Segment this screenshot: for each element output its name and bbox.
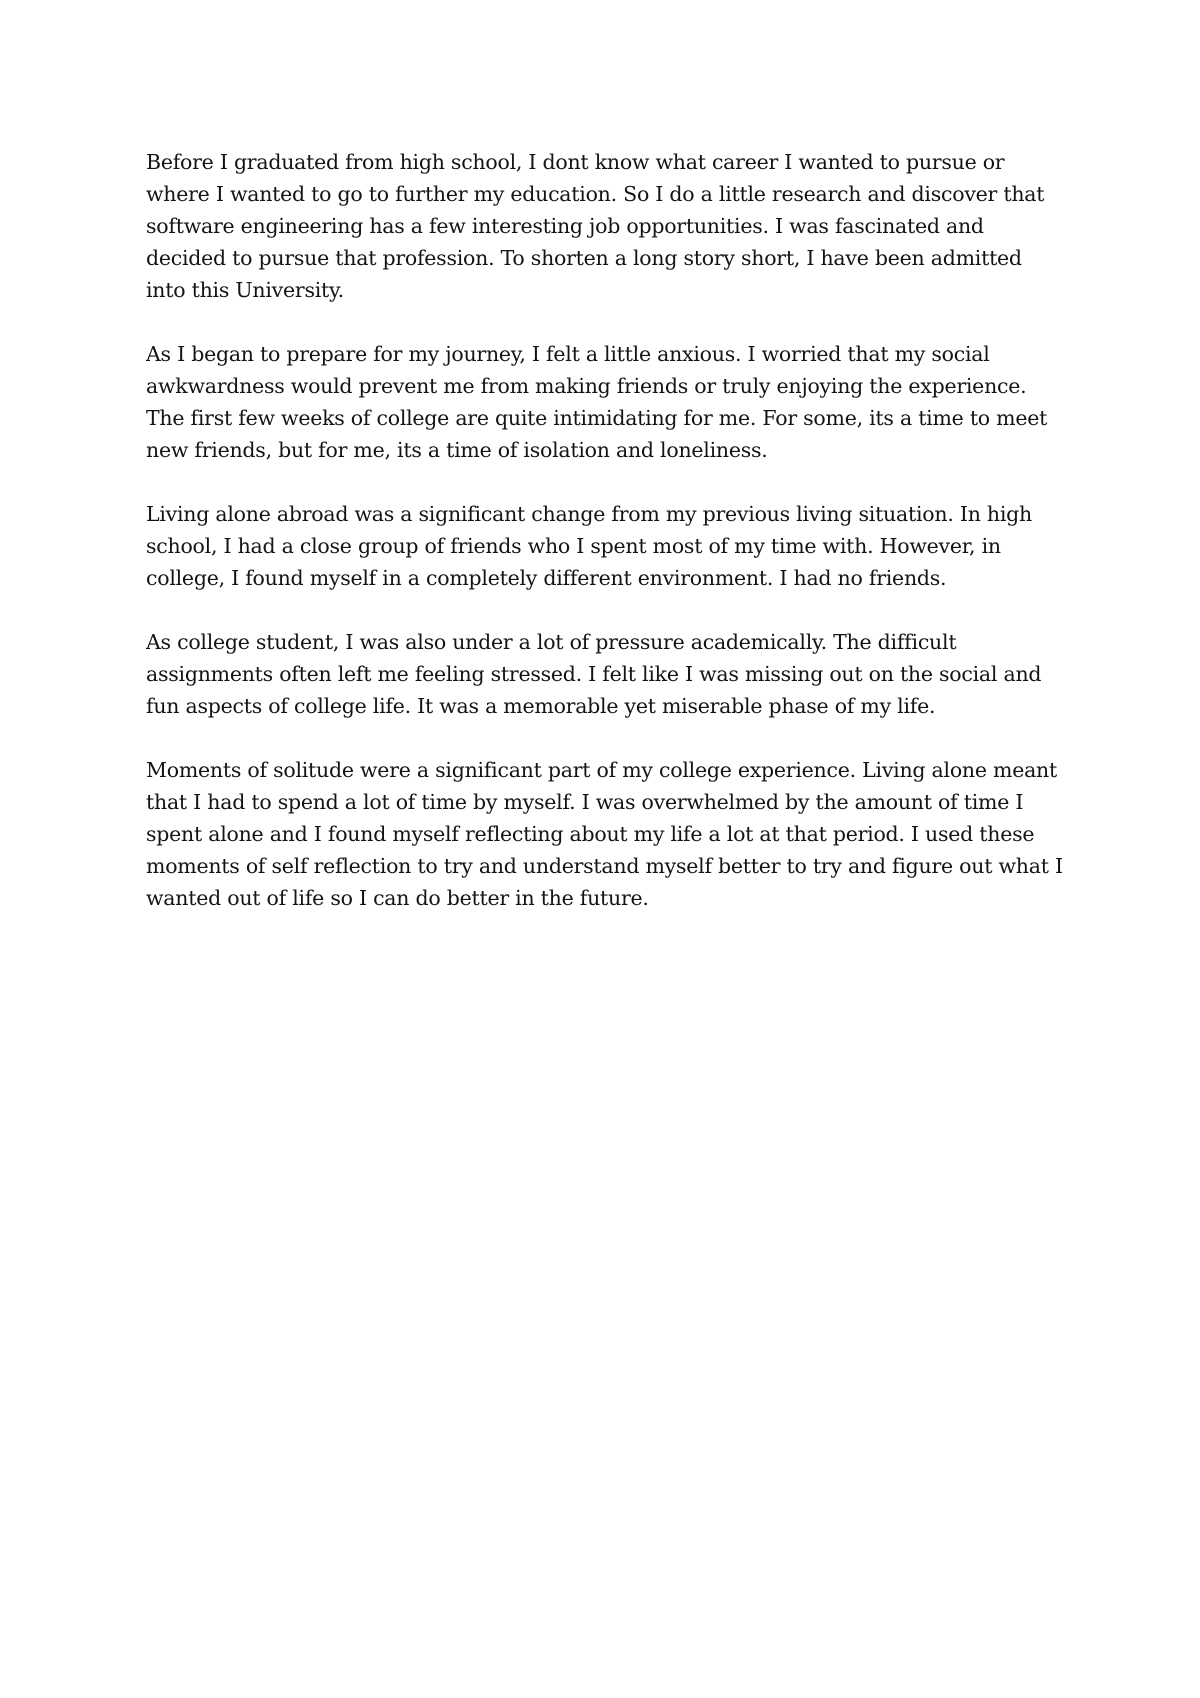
paragraph: As I began to prepare for my journey, I felt a little anxious. I worried that my social awkwardness would prevent me from making friends or truly enjoying the experience. The first few weeks of college are quite intimidating for me. For some, its a time to meet new friends, but for me, its a time of isolation and loneliness.: [146, 342, 1048, 462]
paragraph: As college student, I was also under a lot of pressure academically. The difficult assignments often left me feeling stressed. I felt like I was missing out on the social and fun aspects of college life. It was a memorable yet miserable phase of my life.: [146, 630, 1042, 718]
paragraph: Living alone abroad was a significant change from my previous living situation. In high school, I had a close group of friends who I spent most of my time with. However, in college, I found myself in a completely different environment. I had no friends.: [146, 502, 1033, 590]
paragraph: Before I graduated from high school, I dont know what career I wanted to pursue or where I wanted to go to further my education. So I do a little research and discover that software engineering has a few interesting job opportunities. I was fascinated and decided to pursue that profession. To shorten a long story short, I have been admitted into this University.: [146, 150, 1045, 302]
document-body: [146, 146, 1066, 946]
paragraph: Moments of solitude were a significant part of my college experience. Living alone meant that I had to spend a lot of time by myself. I was overwhelmed by the amount of time I spent alone and I found myself reflecting about my life a lot at that period. I used these moments of self reflection to try and understand myself better to try and figure out what I wanted out of life so I can do better in the future.: [146, 758, 1063, 910]
